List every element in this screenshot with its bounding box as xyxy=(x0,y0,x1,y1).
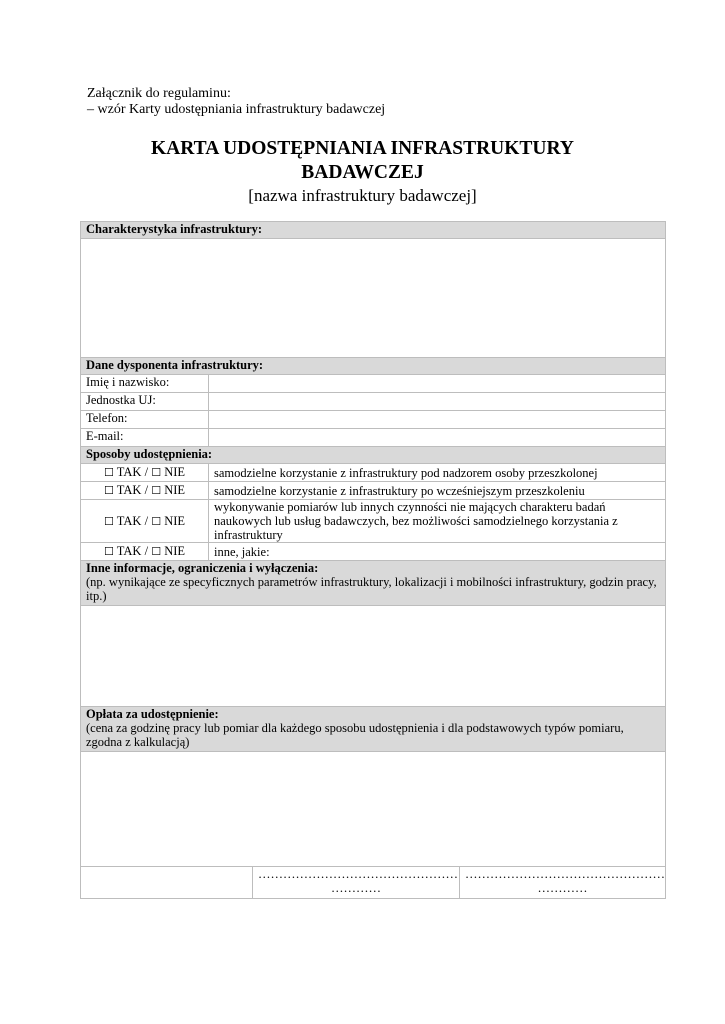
owner-name-label: Imię i nazwisko: xyxy=(81,375,209,393)
nie-checkbox[interactable]: ☐ xyxy=(151,514,162,528)
owner-unit-field[interactable] xyxy=(209,393,666,411)
infrastructure-name-placeholder: [nazwa infrastruktury badawczej] xyxy=(248,186,477,205)
owner-email-label: E-mail: xyxy=(81,429,209,447)
mode-description: samodzielne korzystanie z infrastruktury po wcześniejszym przeszkoleniu xyxy=(209,482,666,500)
tak-label: TAK xyxy=(116,483,142,497)
tak-checkbox[interactable]: ☐ xyxy=(103,466,114,479)
title-line-2: BADAWCZEJ xyxy=(301,162,424,183)
fee-title: Opłata za udostępnienie: xyxy=(86,707,219,721)
access-card-form xyxy=(80,221,666,899)
nie-checkbox[interactable]: ☐ xyxy=(151,545,162,558)
mode-choice[interactable] xyxy=(81,464,209,482)
signature-line-left[interactable]: ………………………………………… ………… xyxy=(253,867,460,899)
nie-label: NIE xyxy=(164,544,186,558)
title-line-1: KARTA UDOSTĘPNIANIA INFRASTRUKTURY xyxy=(151,138,574,159)
signature-row xyxy=(81,867,666,899)
tak-checkbox[interactable]: ☐ xyxy=(103,484,114,497)
mode-choice[interactable] xyxy=(81,543,209,561)
owner-name-field[interactable] xyxy=(209,375,666,393)
section-owner-header: Dane dysponenta infrastruktury: xyxy=(81,358,666,375)
owner-email-field[interactable] xyxy=(209,429,666,447)
nie-label: NIE xyxy=(164,513,186,528)
choice-separator: / xyxy=(144,544,149,558)
section-characteristics-header: Charakterystyka infrastruktury: xyxy=(81,222,666,239)
tak-label: TAK xyxy=(116,465,142,479)
document-title xyxy=(0,137,725,206)
attachment-note xyxy=(87,86,385,118)
other-info-title: Inne informacje, ograniczenia i wyłączenia: xyxy=(86,561,319,575)
fee-field[interactable] xyxy=(81,752,666,867)
mode-choice[interactable] xyxy=(81,482,209,500)
signature-line-right[interactable]: ………………………………………… ………… xyxy=(460,867,666,899)
attachment-line-2: – wzór Karty udostępniania infrastruktury badawczej xyxy=(87,102,386,117)
attachment-line-1: Załącznik do regulaminu: xyxy=(87,86,231,101)
nie-label: NIE xyxy=(164,483,186,497)
characteristics-field[interactable] xyxy=(81,239,666,358)
mode-choice[interactable] xyxy=(81,500,209,543)
mode-row xyxy=(81,464,666,482)
tak-label: TAK xyxy=(116,544,142,558)
tak-checkbox[interactable]: ☐ xyxy=(103,545,114,558)
owner-phone-label: Telefon: xyxy=(81,411,209,429)
choice-separator: / xyxy=(144,465,149,479)
nie-label: NIE xyxy=(164,465,186,479)
mode-row xyxy=(81,543,666,561)
nie-checkbox[interactable]: ☐ xyxy=(151,484,162,497)
choice-separator: / xyxy=(144,483,149,497)
other-info-field[interactable] xyxy=(81,606,666,707)
tak-checkbox[interactable]: ☐ xyxy=(103,514,114,528)
nie-checkbox[interactable]: ☐ xyxy=(151,466,162,479)
mode-row xyxy=(81,500,666,543)
mode-row xyxy=(81,482,666,500)
mode-description-other[interactable]: inne, jakie: xyxy=(209,543,666,561)
section-fee-header xyxy=(81,707,666,752)
signature-empty-cell xyxy=(81,867,253,899)
choice-separator: / xyxy=(144,513,149,528)
owner-phone-field[interactable] xyxy=(209,411,666,429)
fee-note: (cena za godzinę pracy lub pomiar dla każdego sposobu udostępnienia i dla podstawowych typów pomiaru, zgodna z kalkulacją) xyxy=(86,721,624,749)
section-other-info-header xyxy=(81,561,666,606)
owner-unit-label: Jednostka UJ: xyxy=(81,393,209,411)
mode-description: wykonywanie pomiarów lub innych czynności nie mających charakteru badań naukowych lub usług badawczych, bez możliwości samodzielnego korzystania z infrastruktury xyxy=(209,500,666,543)
mode-description: samodzielne korzystanie z infrastruktury pod nadzorem osoby przeszkolonej xyxy=(209,464,666,482)
section-modes-header: Sposoby udostępnienia: xyxy=(81,447,666,464)
other-info-note: (np. wynikające ze specyficznych parametrów infrastruktury, lokalizacji i mobilności infrastruktury, godzin pracy, itp.) xyxy=(86,575,657,603)
tak-label: TAK xyxy=(116,513,142,528)
